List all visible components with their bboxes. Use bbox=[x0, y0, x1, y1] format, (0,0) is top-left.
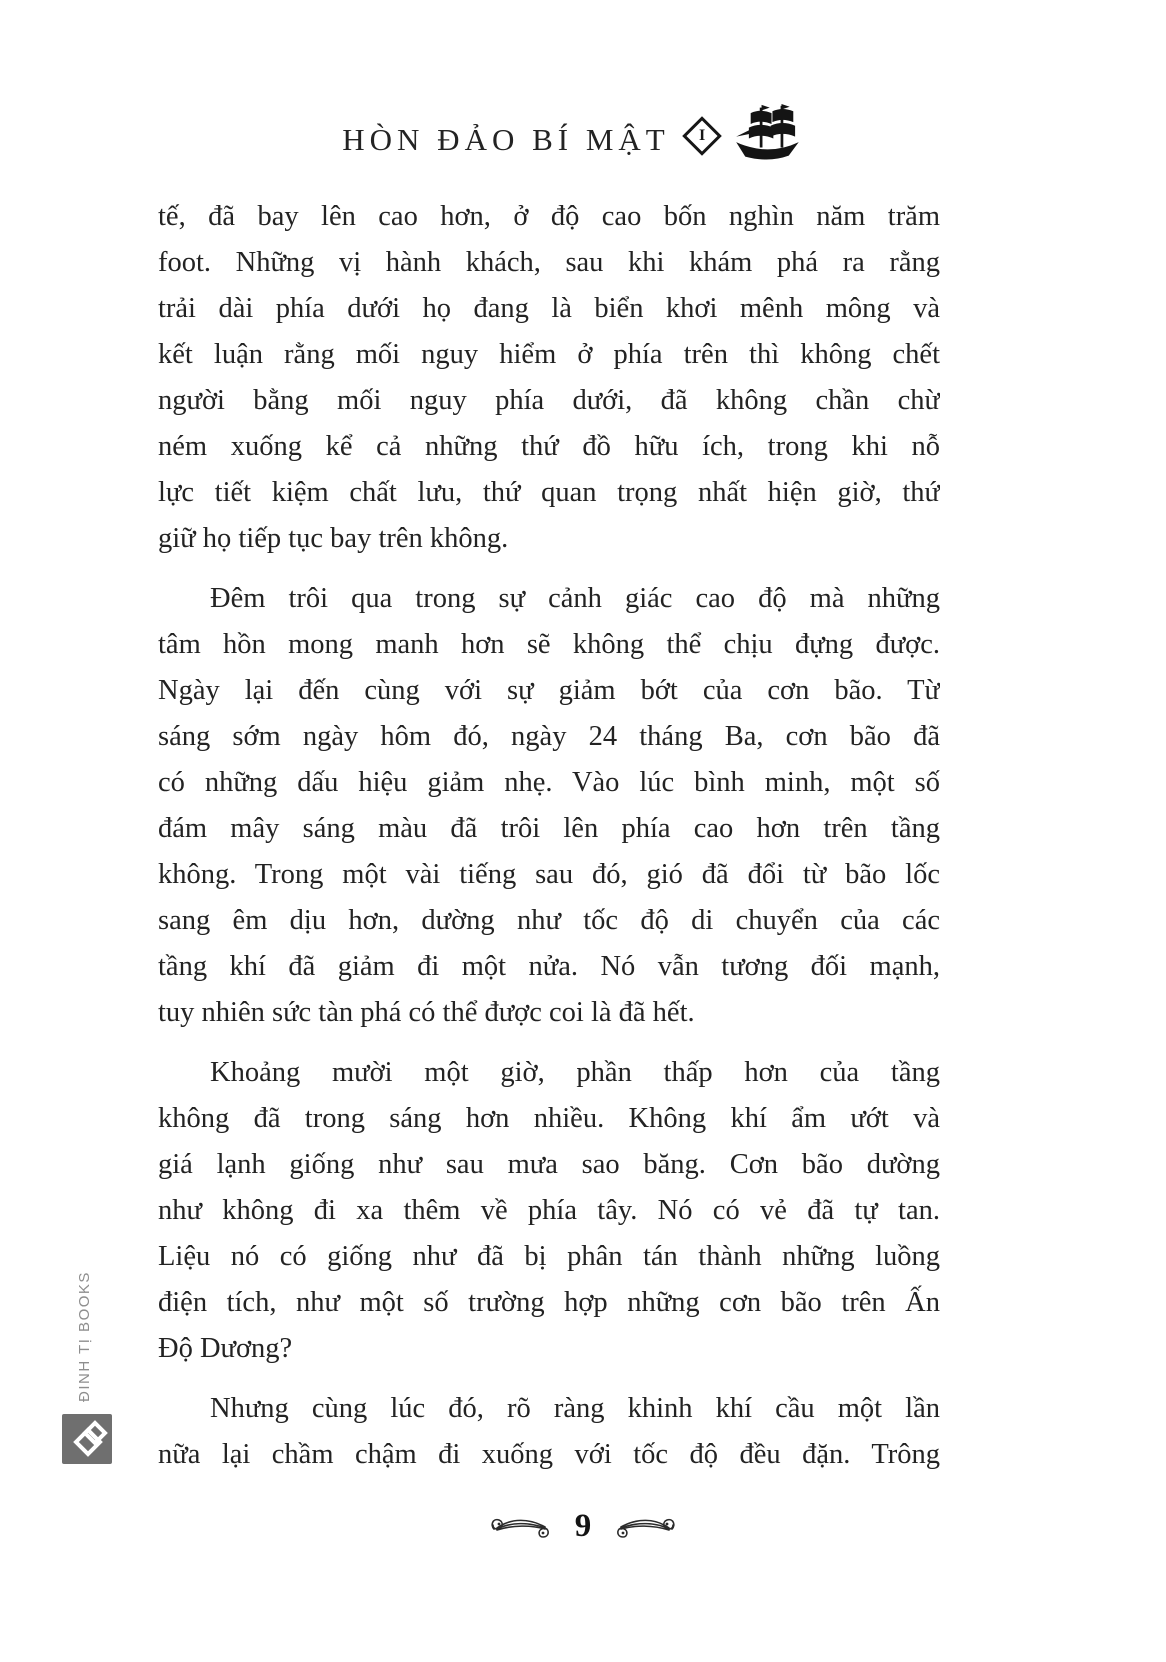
publisher-logo-icon bbox=[62, 1414, 112, 1464]
text-line: giữ họ tiếp tục bay trên không. bbox=[158, 523, 509, 554]
paragraph bbox=[158, 1386, 940, 1478]
paragraph bbox=[158, 194, 940, 562]
book-title: HÒN ĐẢO BÍ MẬT bbox=[342, 121, 670, 157]
text-line: lực tiết kiệm chất lưu, thứ quan trọng nhất hiện giờ, thứ bbox=[158, 477, 940, 508]
text-line: tầng khí đã giảm đi một nửa. Nó vẫn tương đối mạnh, bbox=[158, 951, 940, 982]
text-line: đám mây sáng màu đã trôi lên phía cao hơn trên tầng bbox=[158, 813, 940, 844]
text-line: không. Trong một vài tiếng sau đó, gió đã đổi từ bão lốc bbox=[158, 859, 940, 890]
text-line: trải dài phía dưới họ đang là biển khơi mênh mông và bbox=[158, 293, 940, 324]
text-line: người bằng mối nguy phía dưới, đã không chần chừ bbox=[158, 385, 940, 416]
text-line: tuy nhiên sức tàn phá có thể được coi là đã hết. bbox=[158, 997, 695, 1028]
volume-badge-icon bbox=[682, 116, 722, 156]
ship-icon bbox=[734, 104, 800, 162]
text-line: tâm hồn mong manh hơn sẽ không thể chịu đựng được. bbox=[158, 629, 940, 660]
text-line: kết luận rằng mối nguy hiểm ở phía trên thì không chết bbox=[158, 339, 940, 370]
text-line: như không đi xa thêm về phía tây. Nó có vẻ đã tự tan. bbox=[158, 1195, 940, 1226]
text-line: điện tích, như một số trường hợp những cơn bão trên Ấn bbox=[158, 1287, 940, 1318]
flourish-left-icon bbox=[487, 1512, 551, 1540]
text-line: sáng sớm ngày hôm đó, ngày 24 tháng Ba, cơn bão đã bbox=[158, 721, 940, 752]
text-line: có những dấu hiệu giảm nhẹ. Vào lúc bình minh, một số bbox=[158, 767, 940, 798]
text-line: Nhưng cùng lúc đó, rõ ràng khinh khí cầu một lần bbox=[210, 1393, 940, 1424]
text-line: Khoảng mười một giờ, phần thấp hơn của tầng bbox=[210, 1057, 940, 1088]
text-line: sang êm dịu hơn, dường như tốc độ di chuyển của các bbox=[158, 905, 940, 936]
paragraph bbox=[158, 1050, 940, 1372]
text-line: Ngày lại đến cùng với sự giảm bớt của cơn bão. Từ bbox=[158, 675, 940, 706]
text-line: ném xuống kể cả những thứ đồ hữu ích, trong khi nỗ bbox=[158, 431, 940, 462]
text-line: Đêm trôi qua trong sự cảnh giác cao độ mà những bbox=[210, 583, 940, 614]
page-footer bbox=[0, 1498, 1166, 1554]
page-header bbox=[0, 98, 1154, 174]
text-line: Liệu nó có giống như đã bị phân tán thành những luồng bbox=[158, 1241, 940, 1272]
text-line: Độ Dương? bbox=[158, 1333, 293, 1364]
paragraph bbox=[158, 576, 940, 1036]
volume-number: I bbox=[698, 126, 705, 144]
text-line: không đã trong sáng hơn nhiều. Không khí ẩm ướt và bbox=[158, 1103, 940, 1134]
text-line: foot. Những vị hành khách, sau khi khám phá ra rằng bbox=[158, 247, 940, 278]
page-number: 9 bbox=[574, 1507, 592, 1544]
text-line: tế, đã bay lên cao hơn, ở độ cao bốn nghìn năm trăm bbox=[158, 201, 940, 232]
text-line: giá lạnh giống như sau mưa sao băng. Cơn bão dường bbox=[158, 1149, 940, 1180]
text-line: nữa lại chầm chậm đi xuống với tốc độ đều đặn. Trông bbox=[158, 1439, 940, 1470]
publisher-name: ĐINH TỊ BOOKS bbox=[76, 1271, 93, 1402]
text-body bbox=[158, 194, 940, 1478]
flourish-right-icon bbox=[615, 1512, 679, 1540]
